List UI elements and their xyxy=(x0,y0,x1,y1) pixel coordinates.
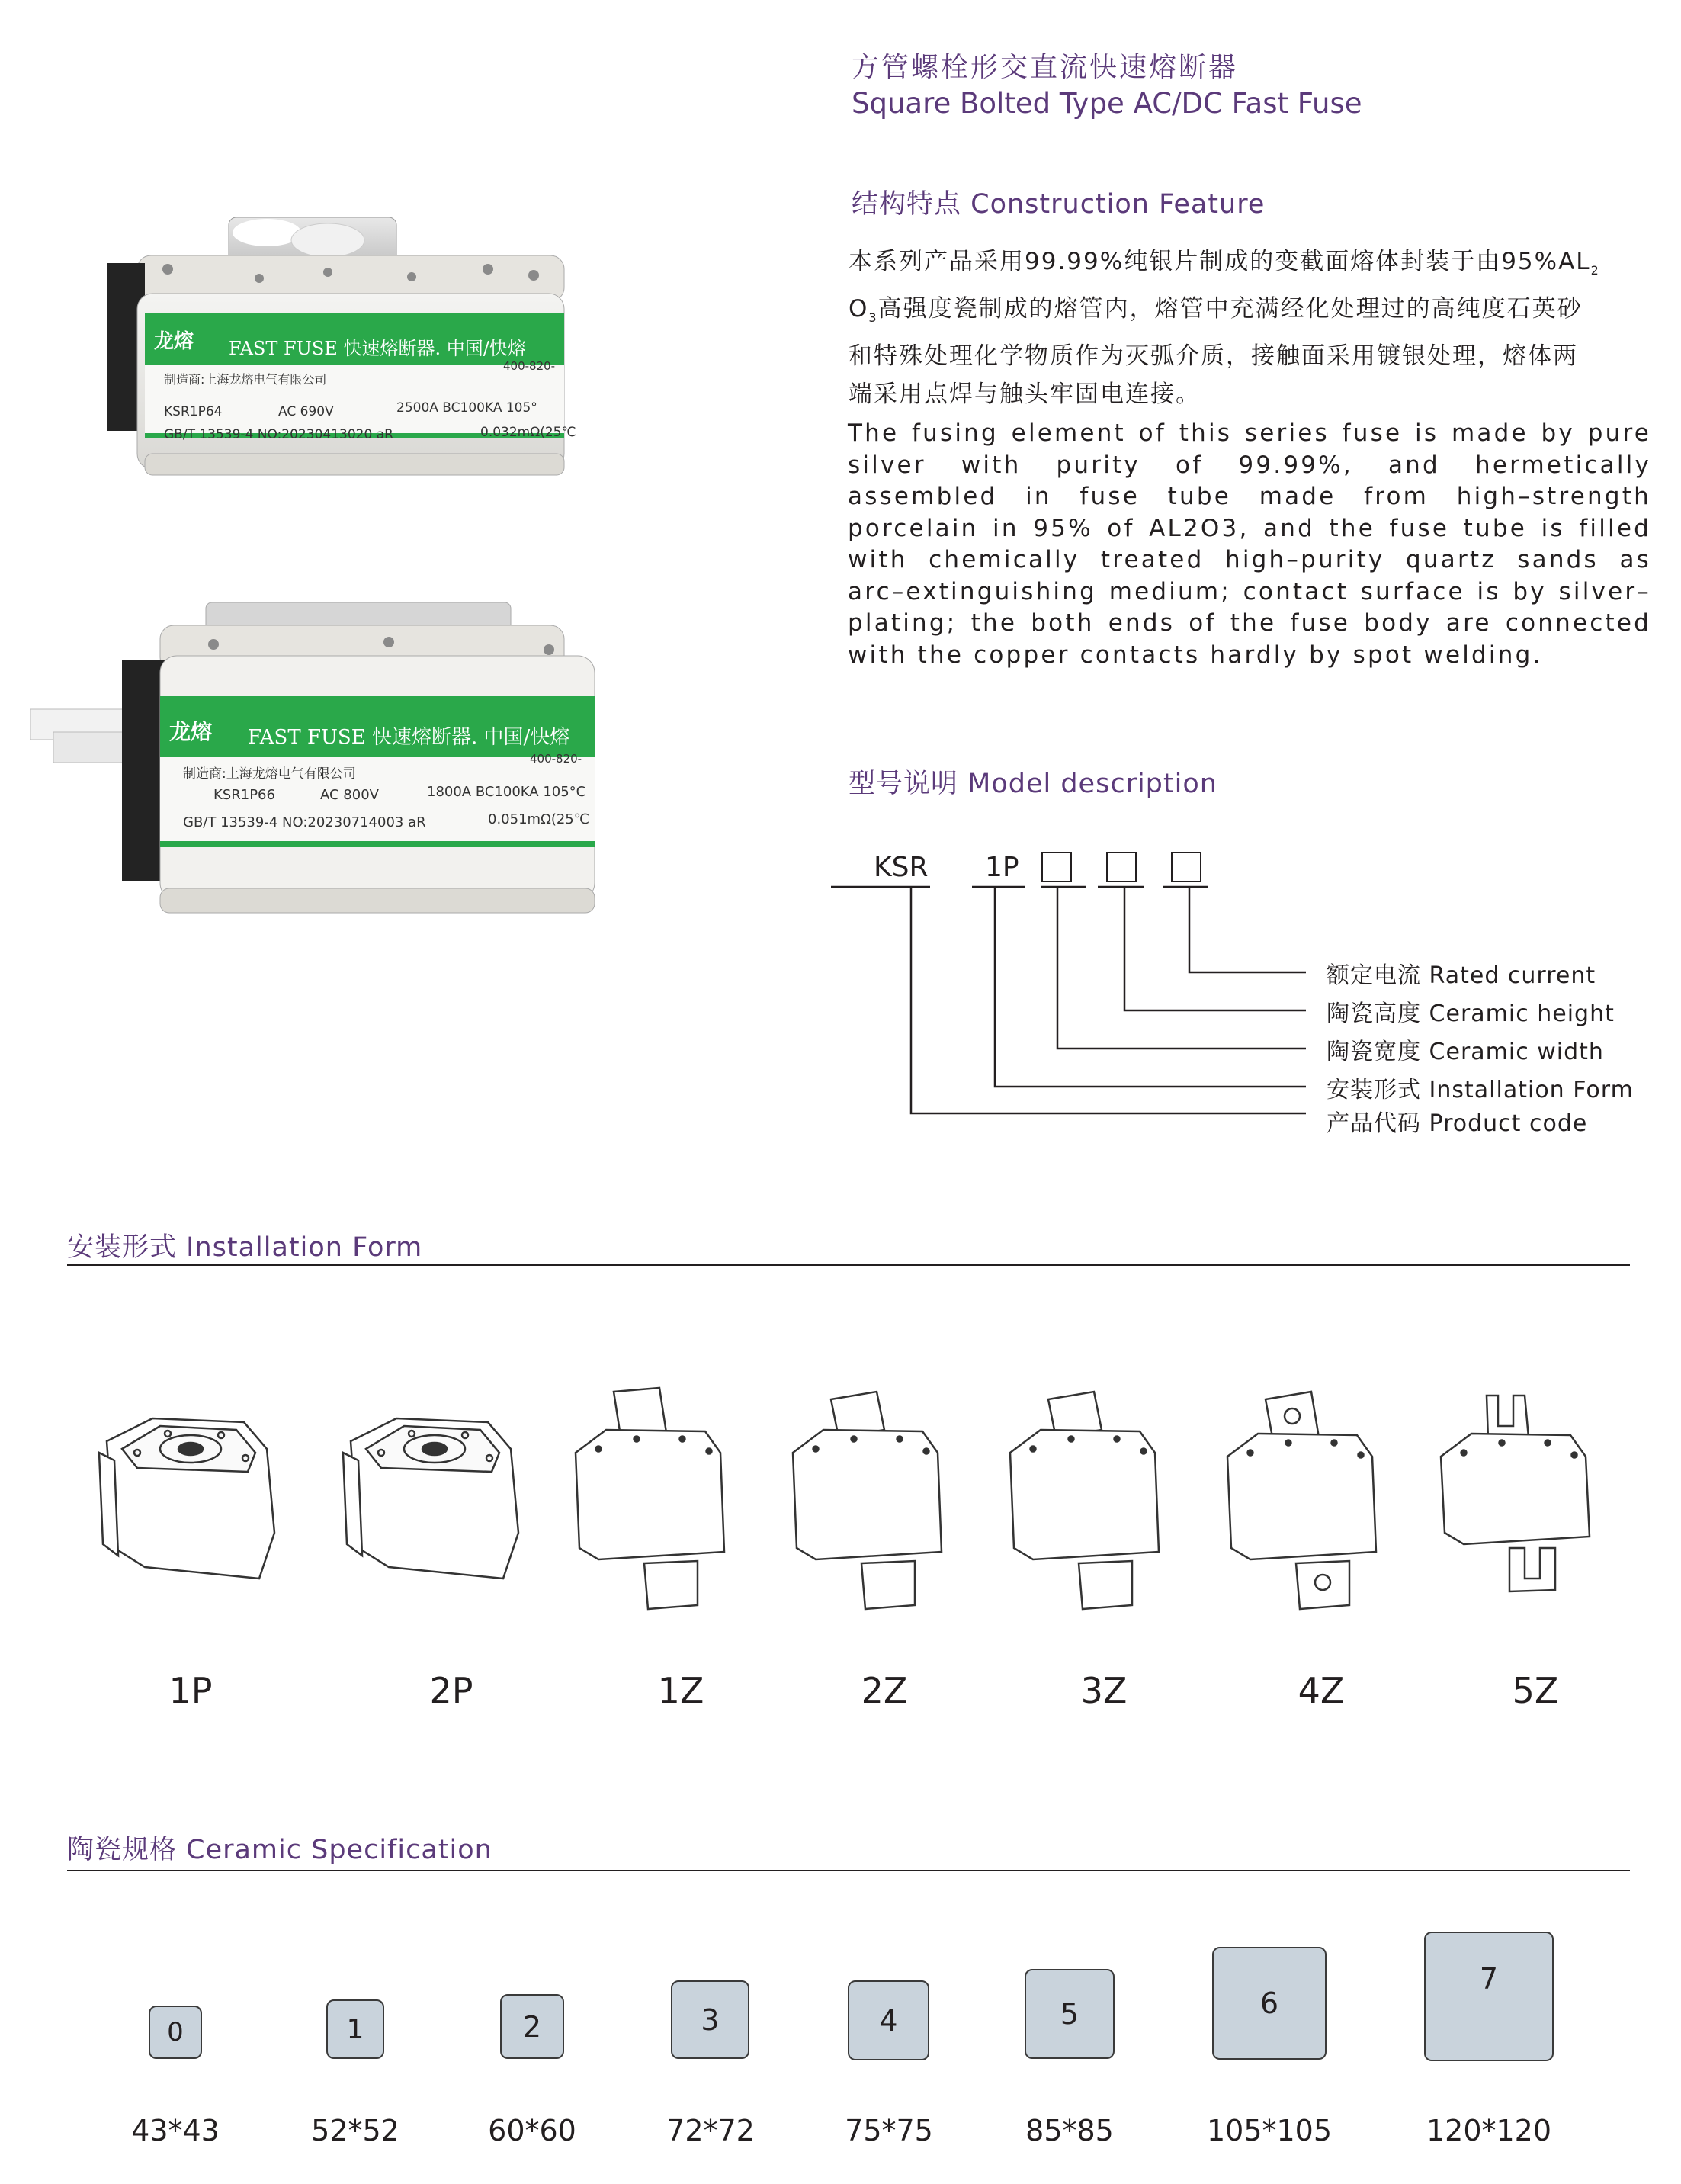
ceramic-size-0: 43*43 xyxy=(131,2114,220,2147)
photo-top-model: KSR1P64 xyxy=(164,404,223,419)
ceramic-box-0: 0 xyxy=(149,2006,202,2059)
model-label-product-code: 产品代码 Product code xyxy=(1327,1110,1588,1137)
photo-bottom-resistance: 0.051mΩ(25℃ xyxy=(488,811,589,827)
ceramic-box-5: 5 xyxy=(1025,1969,1115,2059)
ceramic-size-3: 72*72 xyxy=(666,2114,755,2147)
ceramic-size-7: 120*120 xyxy=(1426,2114,1552,2147)
model-label-rated-current: 额定电流 Rated current xyxy=(1327,962,1596,989)
installation-divider xyxy=(67,1264,1630,1266)
cn-line-3: 和特殊处理化学物质作为灭弧介质，接触面采用镀银处理，熔体两 xyxy=(849,342,1578,371)
photo-bottom-model: KSR1P66 xyxy=(213,787,275,803)
form-2z-icon xyxy=(785,1384,961,1613)
photo-bottom-fast-fuse: FAST FUSE 快速熔断器. 中国/快熔 xyxy=(248,726,570,749)
photo-bottom-brand: 龙熔 xyxy=(169,719,213,744)
form-2p-icon xyxy=(328,1396,526,1594)
ceramic-box-2: 2 xyxy=(500,1994,564,2059)
form-label-1p: 1P xyxy=(168,1670,213,1711)
ceramic-size-5: 85*85 xyxy=(1025,2114,1114,2147)
photo-bottom-current: 1800A BC100KA 105°C xyxy=(427,784,586,800)
photo-top-voltage: AC 690V xyxy=(278,404,334,419)
form-label-3z: 3Z xyxy=(1080,1670,1128,1711)
photo-bottom-voltage: AC 800V xyxy=(320,787,379,803)
form-label-5z: 5Z xyxy=(1512,1670,1559,1711)
ceramic-size-1: 52*52 xyxy=(311,2114,399,2147)
ceramic-box-3: 3 xyxy=(671,1980,749,2059)
construction-heading: 结构特点 Construction Feature xyxy=(852,189,1266,220)
ceramic-box-4: 4 xyxy=(848,1980,929,2060)
product-photo-top xyxy=(107,210,579,484)
product-photo-bottom xyxy=(30,602,595,923)
model-label-ceramic-height: 陶瓷高度 Ceramic height xyxy=(1327,1000,1615,1027)
cn-line-4: 端采用点焊与触头牢固电连接。 xyxy=(849,381,1201,409)
ceramic-heading: 陶瓷规格 Ceramic Specification xyxy=(67,1835,492,1865)
model-code-ksr: KSR xyxy=(874,852,929,883)
photo-bottom-phone: 400-820- xyxy=(530,752,582,766)
model-code-1p: 1P xyxy=(985,852,1019,883)
ceramic-box-7: 7 xyxy=(1424,1932,1554,2061)
form-5z-icon xyxy=(1433,1384,1609,1613)
photo-bottom-standard: GB/T 13539-4 NO:20230714003 aR xyxy=(183,814,426,830)
photo-top-maker: 制造商:上海龙熔电气有限公司 xyxy=(164,372,327,387)
ceramic-size-2: 60*60 xyxy=(488,2114,576,2147)
model-label-installation-form: 安装形式 Installation Form xyxy=(1327,1077,1634,1103)
model-label-ceramic-width: 陶瓷宽度 Ceramic width xyxy=(1327,1039,1604,1065)
page-title-cn: 方管螺栓形交直流快速熔断器 xyxy=(852,52,1239,83)
form-4z-icon xyxy=(1220,1384,1395,1613)
cn-sub-2: 2 xyxy=(1590,263,1600,278)
photo-top-resistance: 0.032mΩ(25℃ xyxy=(480,425,576,440)
page-title-en: Square Bolted Type AC/DC Fast Fuse xyxy=(852,87,1362,120)
cn-line-1: 本系列产品采用99.99%纯银片制成的变截面熔体封装于由95%AL xyxy=(849,248,1591,275)
installation-heading: 安装形式 Installation Form xyxy=(67,1232,423,1263)
photo-top-standard: GB/T 13539-4 NO:20230413020 aR xyxy=(164,427,393,442)
ceramic-size-4: 75*75 xyxy=(845,2114,933,2147)
cn-line-2-pre: O xyxy=(849,295,869,323)
form-label-1z: 1Z xyxy=(657,1670,704,1711)
photo-top-current: 2500A BC100KA 105° xyxy=(396,400,537,416)
construction-text-en: The fusing element of this series fuse is made by pure silver with purity of 99.99%, and hermetically assembled in fuse tube made from high–strength porcelain in 95% of AL2O3, and the fuse tube is filled with chemically treated high–purity quartz sands as arc–extinguishing medium; contact surface is by silver–plating; the both ends of the fuse body are connected with the copper contacts hardly by spot welding. xyxy=(848,419,1651,669)
ceramic-divider xyxy=(67,1870,1630,1871)
form-3z-icon xyxy=(1003,1384,1178,1613)
cn-line-2: 高强度瓷制成的熔管内，熔管中充满经化处理过的高纯度石英砂 xyxy=(877,295,1583,323)
ceramic-box-6: 6 xyxy=(1212,1947,1327,2060)
form-label-4z: 4Z xyxy=(1298,1670,1345,1711)
ceramic-box-1: 1 xyxy=(326,1999,384,2059)
ceramic-size-6: 105*105 xyxy=(1206,2114,1333,2147)
photo-top-phone: 400-820- xyxy=(503,359,556,373)
cn-sub-3: 3 xyxy=(868,310,878,326)
form-label-2z: 2Z xyxy=(861,1670,908,1711)
construction-text-cn xyxy=(849,242,1645,413)
model-heading: 型号说明 Model description xyxy=(849,769,1217,799)
photo-bottom-maker: 制造商:上海龙熔电气有限公司 xyxy=(183,766,356,782)
photo-top-brand: 龙熔 xyxy=(154,330,194,353)
form-label-2p: 2P xyxy=(429,1670,473,1711)
photo-top-fast-fuse: FAST FUSE 快速熔断器. 中国/快熔 xyxy=(229,338,526,359)
form-1p-icon xyxy=(84,1396,282,1594)
form-1z-icon xyxy=(568,1384,743,1613)
